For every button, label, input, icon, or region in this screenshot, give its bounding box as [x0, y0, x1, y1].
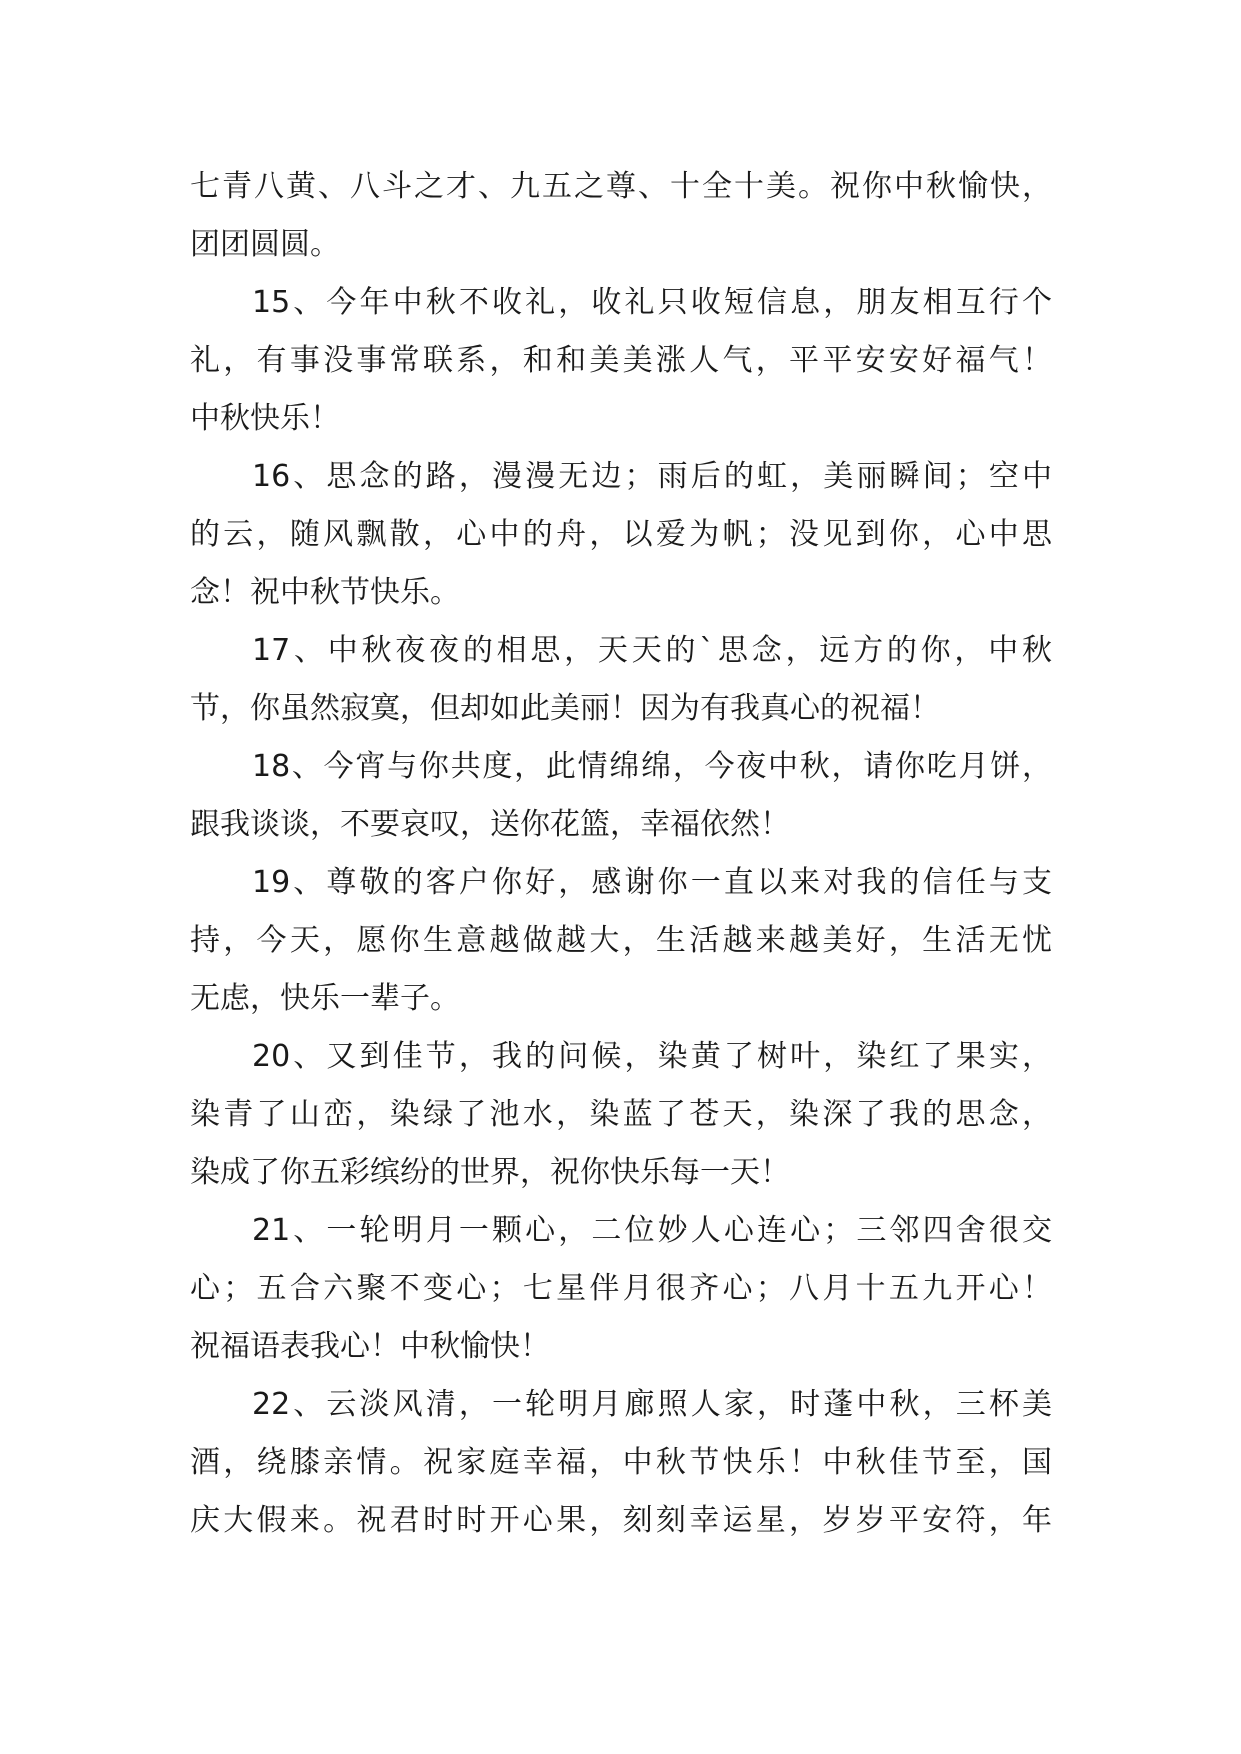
paragraph-start-line: 16、思念的路，漫漫无边；雨后的虹，美丽瞬间；空中 [252, 459, 1052, 494]
text-line: 持，今天，愿你生意越做越大，生活越来越美好，生活无忧 [190, 923, 1052, 958]
document-body [190, 158, 1052, 1550]
text-line: 的云，随风飘散，心中的舟，以爱为帆；没见到你，心中思 [190, 517, 1052, 552]
text-line: 礼，有事没事常联系，和和美美涨人气，平平安安好福气！ [190, 343, 1052, 378]
paragraph-start-line: 15、今年中秋不收礼，收礼只收短信息，朋友相互行个 [252, 285, 1052, 320]
paragraph-start-line: 19、尊敬的客户你好，感谢你一直以来对我的信任与支 [252, 865, 1052, 900]
paragraph-start-line: 20、又到佳节，我的问候，染黄了树叶，染红了果实， [252, 1039, 1052, 1074]
text-line: 念！祝中秋节快乐。 [190, 575, 460, 610]
text-line: 心；五合六聚不变心；七星伴月很齐心；八月十五九开心！ [190, 1271, 1052, 1306]
text-line: 七青八黄、八斗之才、九五之尊、十全十美。祝你中秋愉快， [190, 169, 1052, 204]
paragraph-start-line: 18、今宵与你共度，此情绵绵，今夜中秋，请你吃月饼， [252, 749, 1052, 784]
text-line: 染成了你五彩缤纷的世界，祝你快乐每一天！ [190, 1155, 790, 1190]
text-line: 酒，绕膝亲情。祝家庭幸福，中秋节快乐！中秋佳节至，国 [190, 1445, 1052, 1480]
text-line: 无虑，快乐一辈子。 [190, 981, 460, 1016]
paragraph-start-line: 22、云淡风清，一轮明月廊照人家，时蓬中秋，三杯美 [252, 1387, 1052, 1422]
paragraph-start-line: 21、一轮明月一颗心，二位妙人心连心；三邻四舍很交 [252, 1213, 1052, 1248]
text-line: 染青了山峦，染绿了池水，染蓝了苍天，染深了我的思念， [190, 1097, 1052, 1132]
paragraph-start-line: 17、中秋夜夜的相思，天天的`思念，远方的你，中秋 [252, 633, 1052, 668]
text-line: 祝福语表我心！中秋愉快！ [190, 1329, 550, 1364]
text-line: 庆大假来。祝君时时开心果，刻刻幸运星，岁岁平安符，年 [190, 1503, 1052, 1538]
text-line: 节，你虽然寂寞，但却如此美丽！因为有我真心的祝福！ [190, 691, 940, 726]
text-line: 团团圆圆。 [190, 227, 340, 262]
text-line: 中秋快乐！ [190, 401, 340, 436]
text-line: 跟我谈谈，不要哀叹，送你花篮，幸福依然！ [190, 807, 790, 842]
